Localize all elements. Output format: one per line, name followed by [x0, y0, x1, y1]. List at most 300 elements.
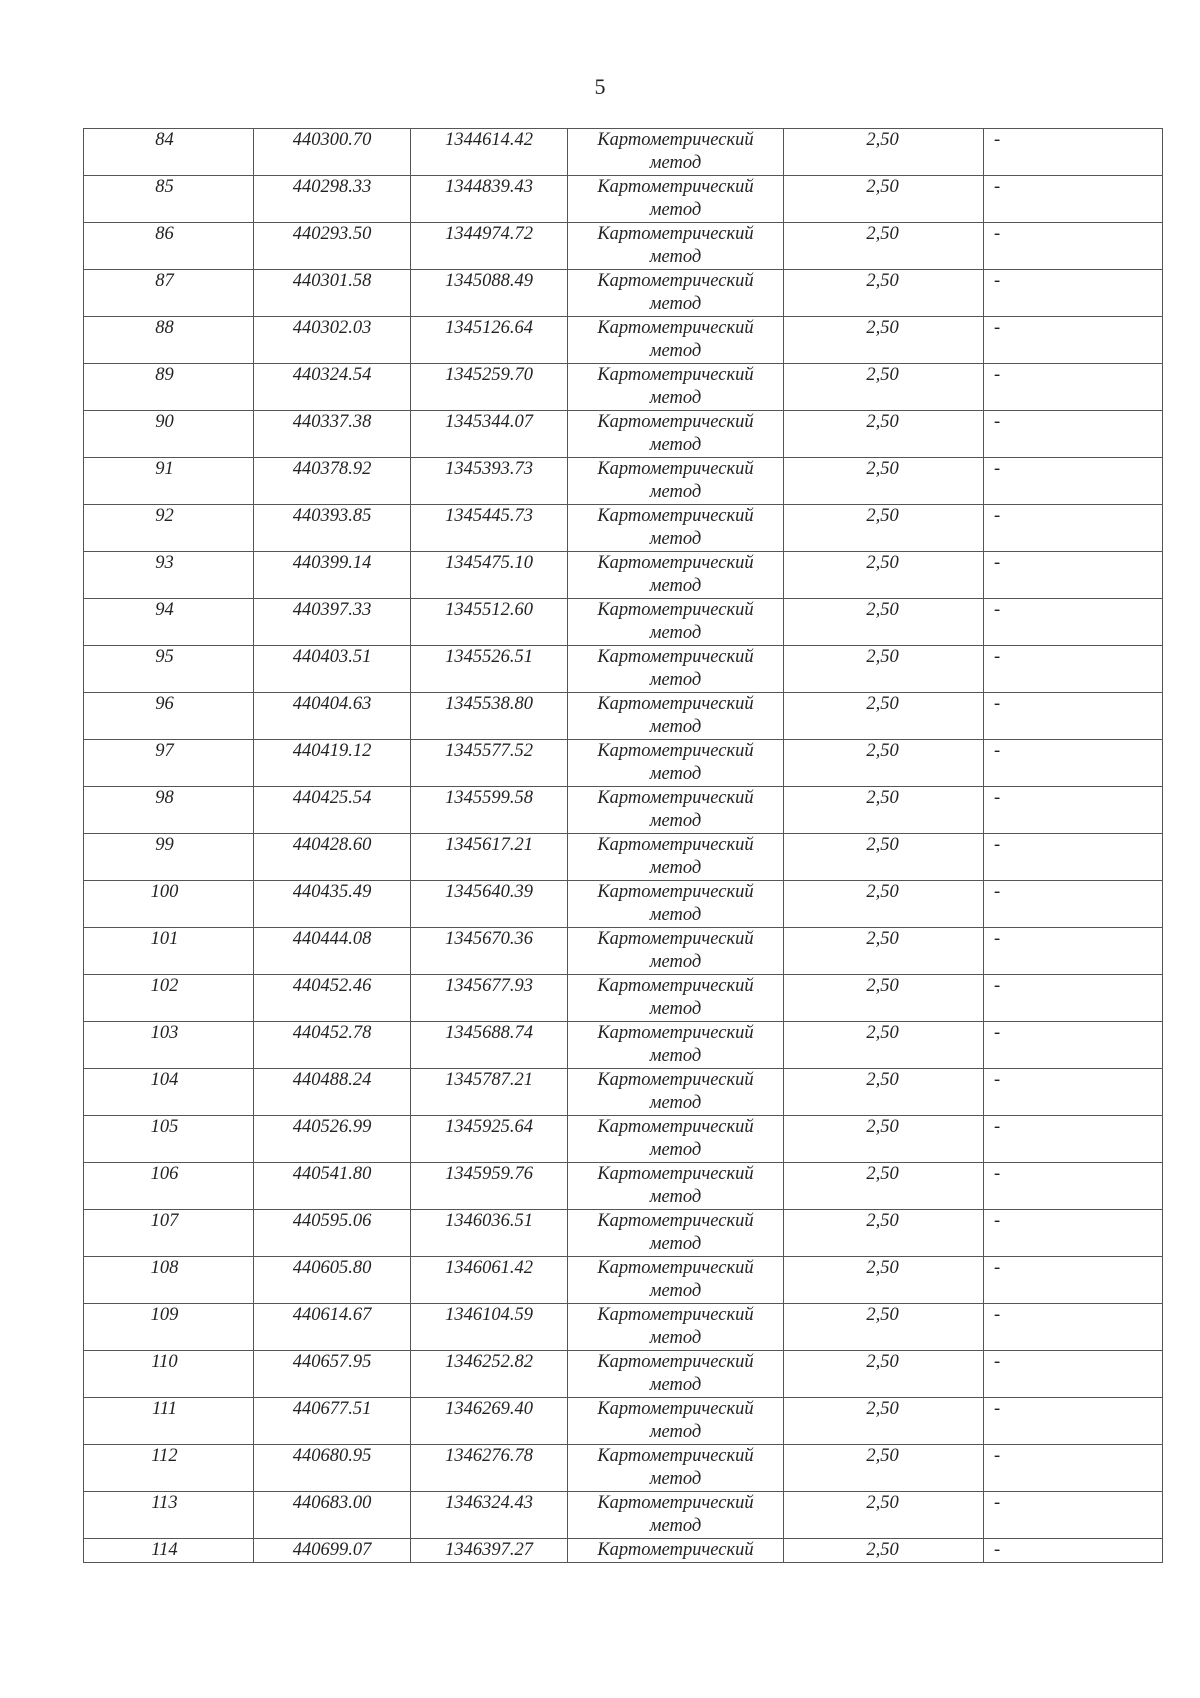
precision-cell-text: 2,50 [866, 318, 899, 338]
method-line1: Картометрический [597, 177, 754, 197]
method-line2: метод [649, 1422, 702, 1442]
table-body [84, 129, 1163, 1563]
precision-cell-text: 2,50 [866, 929, 899, 949]
point-number-cell [84, 975, 254, 1022]
precision-cell-text: 2,50 [866, 1070, 899, 1090]
y-coordinate-cell: 1346252.82 [411, 1351, 568, 1398]
precision-cell [784, 1257, 984, 1304]
y-coordinate-cell: 1344614.42 [411, 129, 568, 176]
y-coordinate-cell: 1346269.40 [411, 1398, 568, 1445]
table-row [84, 223, 1163, 270]
point-number-cell-text: 105 [150, 1117, 179, 1137]
method-cell [568, 458, 784, 505]
table-row [84, 1022, 1163, 1069]
x-coordinate-cell: 440541.80 [254, 1163, 411, 1210]
table-row [84, 834, 1163, 881]
method-line2: метод [649, 1469, 702, 1489]
method-cell [568, 1445, 784, 1492]
y-coordinate-cell: 1345599.58 [411, 787, 568, 834]
method-cell [568, 693, 784, 740]
point-number-cell-text: 91 [155, 459, 174, 479]
note-cell: - [984, 317, 1163, 364]
precision-cell [784, 129, 984, 176]
note-cell: - [984, 693, 1163, 740]
precision-cell [784, 1445, 984, 1492]
precision-cell [784, 975, 984, 1022]
method-line2: метод [649, 153, 702, 173]
method-cell [568, 364, 784, 411]
precision-cell [784, 411, 984, 458]
precision-cell [784, 1492, 984, 1539]
method-line2: метод [649, 1046, 702, 1066]
method-line1: Картометрический [597, 882, 754, 902]
precision-cell-text: 2,50 [866, 1446, 899, 1466]
precision-cell-text: 2,50 [866, 553, 899, 573]
table-row [84, 552, 1163, 599]
method-line2: метод [649, 1281, 702, 1301]
precision-cell [784, 223, 984, 270]
precision-cell-text: 2,50 [866, 600, 899, 620]
method-line2: метод [649, 1140, 702, 1160]
point-number-cell [84, 458, 254, 505]
method-line1: Картометрический [597, 1211, 754, 1231]
note-cell: - [984, 1304, 1163, 1351]
precision-cell-text: 2,50 [866, 1493, 899, 1513]
note-cell: - [984, 881, 1163, 928]
y-coordinate-cell: 1346276.78 [411, 1445, 568, 1492]
precision-cell [784, 364, 984, 411]
x-coordinate-cell: 440526.99 [254, 1116, 411, 1163]
x-coordinate-cell: 440680.95 [254, 1445, 411, 1492]
precision-cell-text: 2,50 [866, 788, 899, 808]
method-line1: Картометрический [597, 1540, 754, 1560]
x-coordinate-cell: 440452.78 [254, 1022, 411, 1069]
table-row [84, 411, 1163, 458]
point-number-cell [84, 1022, 254, 1069]
point-number-cell-text: 99 [155, 835, 174, 855]
x-coordinate-cell: 440677.51 [254, 1398, 411, 1445]
note-cell: - [984, 1445, 1163, 1492]
point-number-cell [84, 928, 254, 975]
note-cell: - [984, 928, 1163, 975]
point-number-cell-text: 100 [150, 882, 179, 902]
note-cell: - [984, 223, 1163, 270]
precision-cell-text: 2,50 [866, 1117, 899, 1137]
method-line1: Картометрический [597, 788, 754, 808]
point-number-cell [84, 1539, 254, 1563]
method-cell [568, 1539, 784, 1563]
point-number-cell [84, 1492, 254, 1539]
method-cell [568, 834, 784, 881]
precision-cell-text: 2,50 [866, 177, 899, 197]
precision-cell [784, 1304, 984, 1351]
method-line1: Картометрический [597, 224, 754, 244]
table-row [84, 740, 1163, 787]
y-coordinate-cell: 1344974.72 [411, 223, 568, 270]
method-line2: метод [649, 670, 702, 690]
note-cell: - [984, 1163, 1163, 1210]
point-number-cell [84, 1304, 254, 1351]
method-line1: Картометрический [597, 835, 754, 855]
point-number-cell-text: 93 [155, 553, 174, 573]
method-cell [568, 176, 784, 223]
table-row [84, 1492, 1163, 1539]
method-line1: Картометрический [597, 459, 754, 479]
method-cell [568, 1304, 784, 1351]
y-coordinate-cell: 1345526.51 [411, 646, 568, 693]
method-line1: Картометрический [597, 1258, 754, 1278]
note-cell: - [984, 505, 1163, 552]
x-coordinate-cell: 440444.08 [254, 928, 411, 975]
method-line2: метод [649, 388, 702, 408]
table-row [84, 458, 1163, 505]
precision-cell [784, 787, 984, 834]
x-coordinate-cell: 440300.70 [254, 129, 411, 176]
method-line1: Картометрический [597, 1399, 754, 1419]
method-line1: Картометрический [597, 318, 754, 338]
point-number-cell-text: 97 [155, 741, 174, 761]
precision-cell-text: 2,50 [866, 130, 899, 150]
x-coordinate-cell: 440324.54 [254, 364, 411, 411]
point-number-cell [84, 364, 254, 411]
note-cell: - [984, 411, 1163, 458]
table-row [84, 693, 1163, 740]
method-line2: метод [649, 717, 702, 737]
x-coordinate-cell: 440404.63 [254, 693, 411, 740]
point-number-cell [84, 693, 254, 740]
y-coordinate-cell: 1344839.43 [411, 176, 568, 223]
note-cell: - [984, 364, 1163, 411]
table-row [84, 317, 1163, 364]
point-number-cell-text: 112 [151, 1446, 178, 1466]
method-cell [568, 1022, 784, 1069]
precision-cell-text: 2,50 [866, 506, 899, 526]
y-coordinate-cell: 1345688.74 [411, 1022, 568, 1069]
method-cell [568, 1163, 784, 1210]
method-line1: Картометрический [597, 600, 754, 620]
precision-cell-text: 2,50 [866, 976, 899, 996]
x-coordinate-cell: 440399.14 [254, 552, 411, 599]
point-number-cell-text: 107 [150, 1211, 179, 1231]
point-number-cell-text: 103 [150, 1023, 179, 1043]
table-row [84, 1116, 1163, 1163]
point-number-cell-text: 102 [150, 976, 179, 996]
point-number-cell [84, 1351, 254, 1398]
method-line1: Картометрический [597, 741, 754, 761]
point-number-cell [84, 646, 254, 693]
method-line2: метод [649, 1093, 702, 1113]
method-line2: метод [649, 858, 702, 878]
y-coordinate-cell: 1345640.39 [411, 881, 568, 928]
note-cell: - [984, 1257, 1163, 1304]
point-number-cell-text: 109 [150, 1305, 179, 1325]
y-coordinate-cell: 1345512.60 [411, 599, 568, 646]
y-coordinate-cell: 1345393.73 [411, 458, 568, 505]
method-cell [568, 317, 784, 364]
method-line2: метод [649, 999, 702, 1019]
point-number-cell-text: 101 [150, 929, 179, 949]
x-coordinate-cell: 440657.95 [254, 1351, 411, 1398]
note-cell: - [984, 1351, 1163, 1398]
x-coordinate-cell: 440683.00 [254, 1492, 411, 1539]
table-row [84, 787, 1163, 834]
note-cell: - [984, 1210, 1163, 1257]
point-number-cell [84, 1210, 254, 1257]
precision-cell [784, 458, 984, 505]
table-row [84, 975, 1163, 1022]
precision-cell [784, 552, 984, 599]
point-number-cell-text: 113 [151, 1493, 178, 1513]
method-line1: Картометрический [597, 1070, 754, 1090]
note-cell: - [984, 1022, 1163, 1069]
method-cell [568, 1351, 784, 1398]
x-coordinate-cell: 440393.85 [254, 505, 411, 552]
note-cell: - [984, 1069, 1163, 1116]
method-line2: метод [649, 1516, 702, 1536]
y-coordinate-cell: 1345259.70 [411, 364, 568, 411]
y-coordinate-cell: 1346104.59 [411, 1304, 568, 1351]
method-line1: Картометрический [597, 647, 754, 667]
point-number-cell-text: 104 [150, 1070, 179, 1090]
x-coordinate-cell: 440397.33 [254, 599, 411, 646]
method-cell [568, 740, 784, 787]
precision-cell-text: 2,50 [866, 694, 899, 714]
precision-cell-text: 2,50 [866, 1023, 899, 1043]
x-coordinate-cell: 440428.60 [254, 834, 411, 881]
point-number-cell [84, 787, 254, 834]
point-number-cell [84, 129, 254, 176]
point-number-cell [84, 881, 254, 928]
y-coordinate-cell: 1345959.76 [411, 1163, 568, 1210]
method-line2: метод [649, 764, 702, 784]
method-cell [568, 928, 784, 975]
y-coordinate-cell: 1345670.36 [411, 928, 568, 975]
point-number-cell [84, 505, 254, 552]
y-coordinate-cell: 1345445.73 [411, 505, 568, 552]
x-coordinate-cell: 440605.80 [254, 1257, 411, 1304]
coordinates-table [83, 128, 1163, 1563]
y-coordinate-cell: 1345787.21 [411, 1069, 568, 1116]
note-cell: - [984, 1116, 1163, 1163]
precision-cell [784, 1022, 984, 1069]
precision-cell [784, 740, 984, 787]
point-number-cell [84, 599, 254, 646]
precision-cell [784, 1069, 984, 1116]
y-coordinate-cell: 1345677.93 [411, 975, 568, 1022]
point-number-cell-text: 90 [155, 412, 174, 432]
note-cell: - [984, 270, 1163, 317]
y-coordinate-cell: 1345475.10 [411, 552, 568, 599]
precision-cell [784, 646, 984, 693]
table-row [84, 1351, 1163, 1398]
method-line1: Картометрический [597, 553, 754, 573]
x-coordinate-cell: 440452.46 [254, 975, 411, 1022]
note-cell: - [984, 740, 1163, 787]
y-coordinate-cell: 1345126.64 [411, 317, 568, 364]
method-cell [568, 129, 784, 176]
precision-cell-text: 2,50 [866, 741, 899, 761]
precision-cell-text: 2,50 [866, 1211, 899, 1231]
note-cell: - [984, 787, 1163, 834]
precision-cell-text: 2,50 [866, 459, 899, 479]
precision-cell-text: 2,50 [866, 365, 899, 385]
method-line1: Картометрический [597, 271, 754, 291]
method-line2: метод [649, 811, 702, 831]
method-line1: Картометрический [597, 365, 754, 385]
method-line2: метод [649, 200, 702, 220]
note-cell: - [984, 975, 1163, 1022]
method-line2: метод [649, 294, 702, 314]
precision-cell-text: 2,50 [866, 1164, 899, 1184]
method-cell [568, 1257, 784, 1304]
point-number-cell [84, 1163, 254, 1210]
table-row [84, 505, 1163, 552]
table-row [84, 1398, 1163, 1445]
x-coordinate-cell: 440302.03 [254, 317, 411, 364]
method-cell [568, 881, 784, 928]
point-number-cell-text: 108 [150, 1258, 179, 1278]
note-cell: - [984, 458, 1163, 505]
precision-cell-text: 2,50 [866, 1305, 899, 1325]
method-line2: метод [649, 1234, 702, 1254]
method-cell [568, 1069, 784, 1116]
note-cell: - [984, 646, 1163, 693]
table-row [84, 129, 1163, 176]
x-coordinate-cell: 440425.54 [254, 787, 411, 834]
x-coordinate-cell: 440403.51 [254, 646, 411, 693]
table-row [84, 176, 1163, 223]
point-number-cell [84, 1069, 254, 1116]
precision-cell [784, 928, 984, 975]
precision-cell [784, 599, 984, 646]
point-number-cell-text: 87 [155, 271, 174, 291]
precision-cell [784, 834, 984, 881]
table-row [84, 1445, 1163, 1492]
table-row [84, 270, 1163, 317]
precision-cell-text: 2,50 [866, 412, 899, 432]
point-number-cell-text: 89 [155, 365, 174, 385]
precision-cell [784, 1163, 984, 1210]
point-number-cell [84, 317, 254, 364]
x-coordinate-cell: 440293.50 [254, 223, 411, 270]
method-line1: Картометрический [597, 1164, 754, 1184]
table-row [84, 599, 1163, 646]
method-line1: Картометрический [597, 1023, 754, 1043]
table-row [84, 1163, 1163, 1210]
method-cell [568, 270, 784, 317]
precision-cell [784, 1210, 984, 1257]
method-cell [568, 1492, 784, 1539]
y-coordinate-cell: 1345577.52 [411, 740, 568, 787]
point-number-cell-text: 114 [151, 1540, 178, 1560]
point-number-cell [84, 740, 254, 787]
method-line1: Картометрический [597, 694, 754, 714]
precision-cell [784, 1351, 984, 1398]
method-cell [568, 505, 784, 552]
x-coordinate-cell: 440298.33 [254, 176, 411, 223]
point-number-cell [84, 1116, 254, 1163]
method-line1: Картометрический [597, 412, 754, 432]
y-coordinate-cell: 1346061.42 [411, 1257, 568, 1304]
note-cell: - [984, 129, 1163, 176]
note-cell: - [984, 834, 1163, 881]
method-cell [568, 787, 784, 834]
precision-cell-text: 2,50 [866, 882, 899, 902]
point-number-cell [84, 834, 254, 881]
point-number-cell-text: 110 [151, 1352, 178, 1372]
method-line2: метод [649, 435, 702, 455]
method-line2: метод [649, 952, 702, 972]
table-row [84, 1539, 1163, 1563]
method-cell [568, 1210, 784, 1257]
method-line2: метод [649, 905, 702, 925]
y-coordinate-cell: 1346324.43 [411, 1492, 568, 1539]
method-line1: Картометрический [597, 1446, 754, 1466]
point-number-cell-text: 98 [155, 788, 174, 808]
x-coordinate-cell: 440378.92 [254, 458, 411, 505]
table-row [84, 881, 1163, 928]
point-number-cell [84, 223, 254, 270]
method-cell [568, 411, 784, 458]
point-number-cell-text: 88 [155, 318, 174, 338]
point-number-cell-text: 111 [151, 1399, 177, 1419]
note-cell: - [984, 1398, 1163, 1445]
method-line1: Картометрический [597, 130, 754, 150]
method-cell [568, 552, 784, 599]
point-number-cell [84, 1257, 254, 1304]
point-number-cell-text: 96 [155, 694, 174, 714]
method-cell [568, 1398, 784, 1445]
point-number-cell [84, 176, 254, 223]
method-line2: метод [649, 576, 702, 596]
precision-cell-text: 2,50 [866, 1258, 899, 1278]
y-coordinate-cell: 1345344.07 [411, 411, 568, 458]
method-line2: метод [649, 623, 702, 643]
precision-cell-text: 2,50 [866, 1540, 899, 1560]
method-cell [568, 1116, 784, 1163]
note-cell: - [984, 1539, 1163, 1563]
y-coordinate-cell: 1345538.80 [411, 693, 568, 740]
y-coordinate-cell: 1345925.64 [411, 1116, 568, 1163]
method-line2: метод [649, 529, 702, 549]
x-coordinate-cell: 440614.67 [254, 1304, 411, 1351]
method-cell [568, 223, 784, 270]
precision-cell [784, 1398, 984, 1445]
point-number-cell-text: 94 [155, 600, 174, 620]
method-line1: Картометрический [597, 929, 754, 949]
table-row [84, 1069, 1163, 1116]
point-number-cell [84, 270, 254, 317]
point-number-cell-text: 95 [155, 647, 174, 667]
method-cell [568, 599, 784, 646]
note-cell: - [984, 599, 1163, 646]
method-line2: метод [649, 482, 702, 502]
x-coordinate-cell: 440488.24 [254, 1069, 411, 1116]
method-line2: метод [649, 341, 702, 361]
precision-cell-text: 2,50 [866, 1399, 899, 1419]
method-line1: Картометрический [597, 1305, 754, 1325]
y-coordinate-cell: 1345617.21 [411, 834, 568, 881]
precision-cell [784, 1539, 984, 1563]
point-number-cell-text: 86 [155, 224, 174, 244]
precision-cell [784, 693, 984, 740]
method-line1: Картометрический [597, 1117, 754, 1137]
point-number-cell-text: 92 [155, 506, 174, 526]
table-row [84, 1210, 1163, 1257]
note-cell: - [984, 552, 1163, 599]
method-line1: Картометрический [597, 976, 754, 996]
method-line2: метод [649, 1375, 702, 1395]
